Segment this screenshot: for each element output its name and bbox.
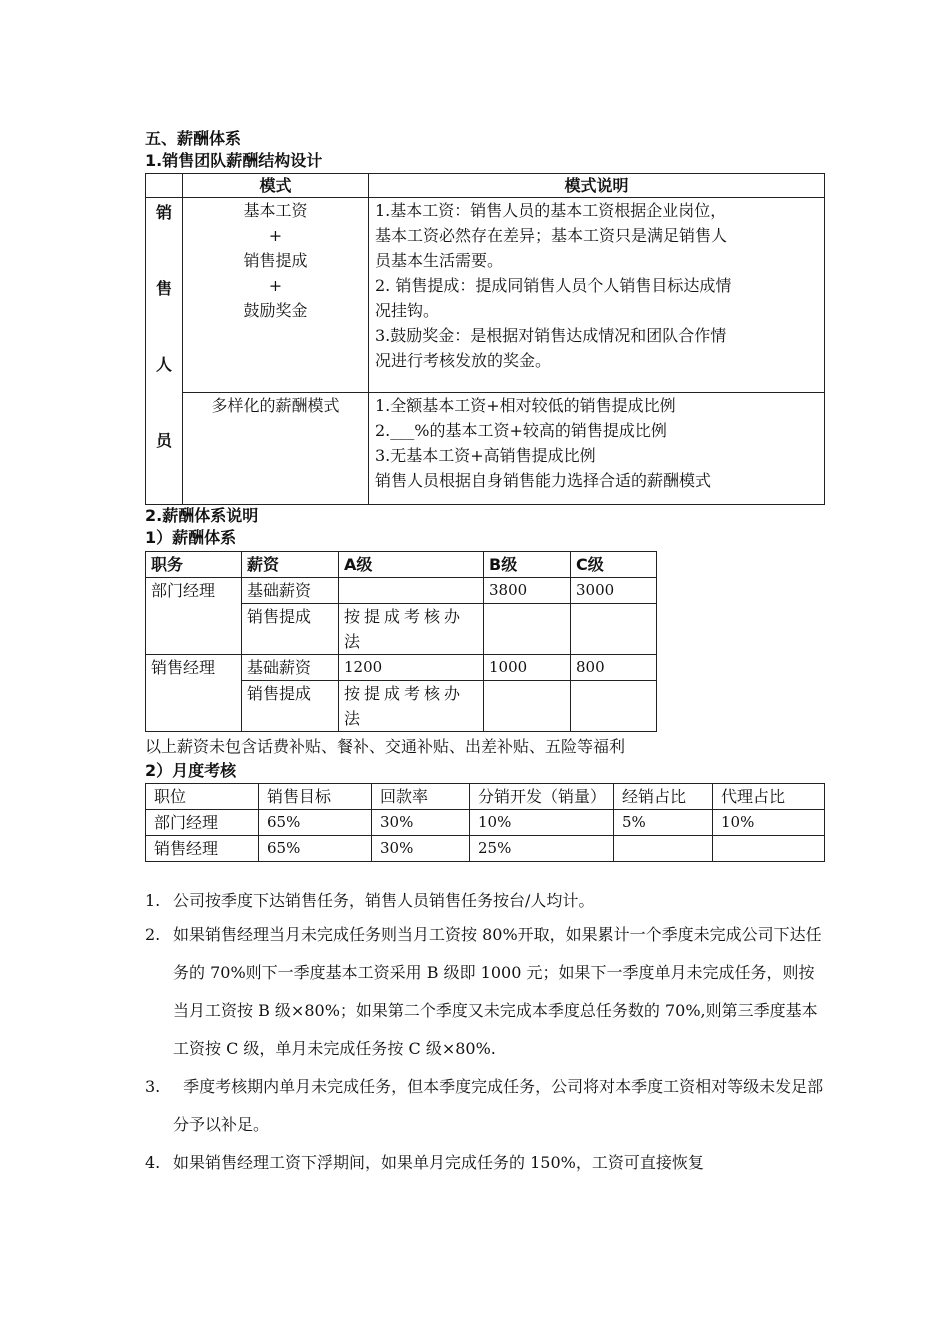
grade-c-cell: 3000 [571, 578, 657, 604]
grade-c-cell [571, 604, 657, 655]
table-cell: 25% [470, 836, 614, 862]
table-header-row [146, 552, 657, 578]
column-header-mode-description: 模式说明 [369, 174, 825, 198]
column-header-agent-share: 代理占比 [713, 784, 825, 810]
section-title: 五、薪酬体系 [145, 129, 242, 148]
grade-c-cell: 800 [571, 655, 657, 681]
table-cell: 10% [713, 810, 825, 836]
list-item: 4. 如果销售经理工资下浮期间，如果单月完成任务的 150%，工资可直接恢复 [145, 1153, 704, 1172]
table-row [146, 655, 657, 681]
salary-type-cell: 销售提成 [242, 681, 339, 732]
mode-description-diversified: 1.全额基本工资+相对较低的销售提成比例 2.___%的基本工资+较高的销售提成比例 3.无基本工资+高销售提成比例 销售人员根据自身销售能力选择合适的薪酬模式 [369, 393, 825, 505]
column-header-position: 职务 [146, 552, 242, 578]
mode-cell-combination: 基本工资 + 销售提成 + 鼓励奖金 [183, 198, 369, 393]
column-header-collection-rate: 回款率 [372, 784, 470, 810]
grade-c-cell [571, 681, 657, 732]
list-item: 3. 季度考核期内单月未完成任务，但本季度完成任务，公司将对本季度工资相对等级未发足部分予以补足。 [145, 1077, 824, 1134]
mode-description-combination: 1.基本工资：销售人员的基本工资根据企业岗位， 基本工资必然存在差异；基本工资只是满足销售人 员基本生活需要。 2. 销售提成：提成同销售人员个人销售目标达成情 况挂钩。 3.鼓励奖金：是根据对销售达成情况和团队合作情 况进行考核发放的奖金。 [369, 198, 825, 393]
table-cell: 10% [470, 810, 614, 836]
subsection-title-structure: 1.销售团队薪酬结构设计 [145, 151, 323, 170]
column-header-distribution: 分销开发（销量） [470, 784, 614, 810]
grade-a-cell: 1200 [339, 655, 484, 681]
table-cell: 30% [372, 836, 470, 862]
table-cell [713, 836, 825, 862]
table-corner-cell [146, 174, 183, 198]
list-item: 1. 公司按季度下达销售任务，销售人员销售任务按台/人均计。 [145, 891, 595, 910]
document-page [145, 128, 825, 1182]
position-cell: 部门经理 [146, 578, 242, 655]
column-header-position: 职位 [146, 784, 259, 810]
salary-grade-table [145, 551, 657, 732]
salary-type-cell: 销售提成 [242, 604, 339, 655]
grade-b-cell: 3800 [484, 578, 571, 604]
grade-b-cell: 1000 [484, 655, 571, 681]
salary-structure-table [145, 173, 825, 505]
column-header-mode: 模式 [183, 174, 369, 198]
subsection-title-monthly-review: 2）月度考核 [145, 761, 237, 780]
column-header-dealer-share: 经销占比 [614, 784, 713, 810]
table-cell: 30% [372, 810, 470, 836]
subsection-title-salary-system: 1）薪酬体系 [145, 528, 237, 547]
mode-cell-diversified: 多样化的薪酬模式 [183, 393, 369, 505]
grade-a-cell [339, 578, 484, 604]
rules-list [145, 888, 825, 1182]
monthly-review-table [145, 783, 825, 862]
list-item: 2. 如果销售经理当月未完成任务则当月工资按 80%开取，如果累计一个季度未完成公司下达任务的 70%则下一季度基本工资采用 B 级即 1000 元；如果下一季度单月未完成任务，则按当月工资按 B 级×80%；如果第二个季度又未完成本季度总任务数的 70%,则第三季度基本工资按 C 级，单月未完成任务按 C 级×80%. [145, 925, 822, 1058]
column-header-grade-a: A级 [339, 552, 484, 578]
table-row [146, 810, 825, 836]
table-header-row [146, 174, 825, 198]
grade-b-cell [484, 604, 571, 655]
table-cell [614, 836, 713, 862]
table-cell: 销售经理 [146, 836, 259, 862]
row-label-sales-staff: 销 售 人 员 [146, 198, 183, 505]
grade-a-cell: 按提成考核办法 [339, 681, 484, 732]
table-row [146, 393, 825, 505]
column-header-grade-c: C级 [571, 552, 657, 578]
column-header-salary: 薪资 [242, 552, 339, 578]
column-header-sales-target: 销售目标 [259, 784, 372, 810]
table-row [146, 578, 657, 604]
column-header-grade-b: B级 [484, 552, 571, 578]
subsection-title-explanation: 2.薪酬体系说明 [145, 506, 259, 525]
table-cell: 部门经理 [146, 810, 259, 836]
table-header-row [146, 784, 825, 810]
table-row [146, 198, 825, 393]
table-cell: 65% [259, 836, 372, 862]
salary-type-cell: 基础薪资 [242, 655, 339, 681]
position-cell: 销售经理 [146, 655, 242, 732]
table-row [146, 836, 825, 862]
salary-note: 以上薪资未包含话费补贴、餐补、交通补贴、出差补贴、五险等福利 [145, 737, 626, 756]
grade-a-cell: 按提成考核办法 [339, 604, 484, 655]
grade-b-cell [484, 681, 571, 732]
salary-type-cell: 基础薪资 [242, 578, 339, 604]
table-cell: 65% [259, 810, 372, 836]
table-cell: 5% [614, 810, 713, 836]
